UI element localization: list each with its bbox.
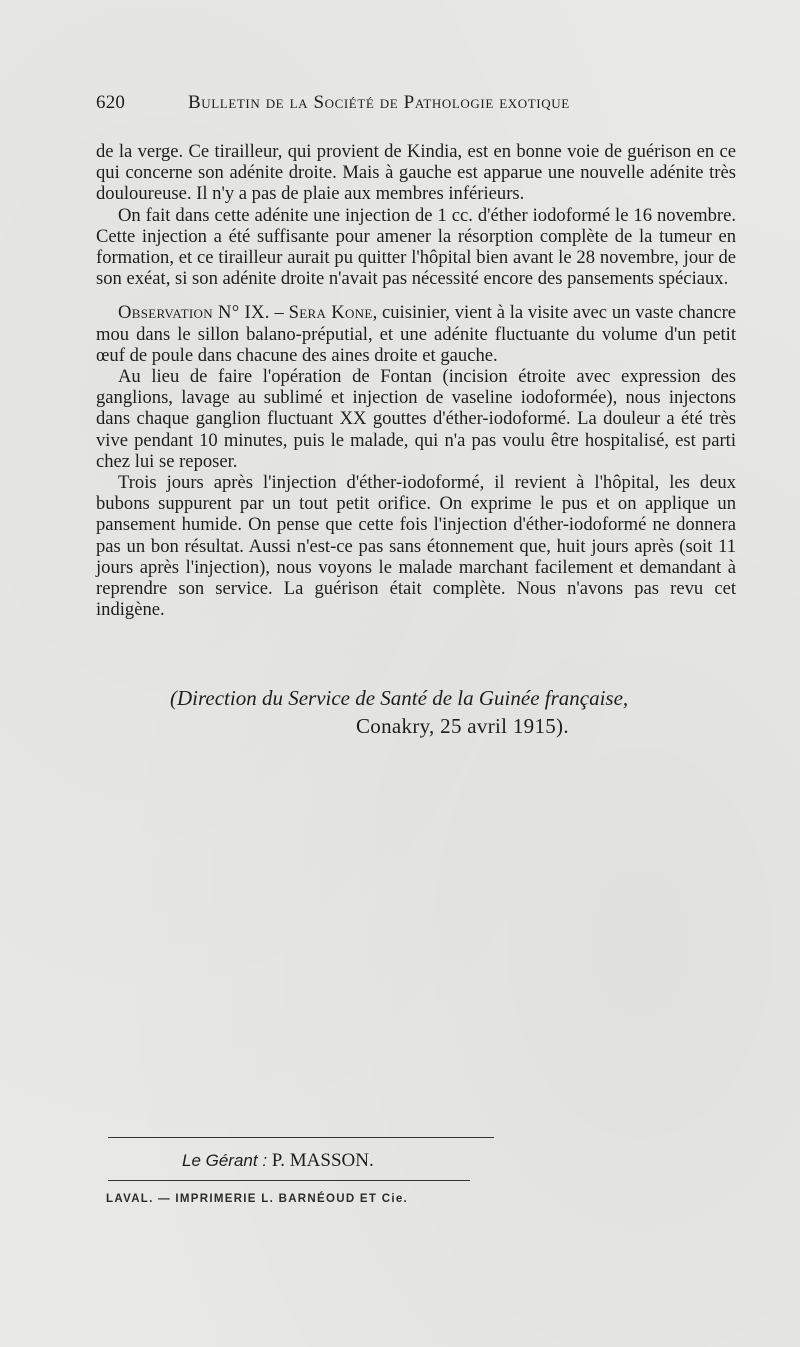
signoff bbox=[170, 684, 730, 740]
divider-rule bbox=[108, 1180, 470, 1181]
observation-text: , cuisinier, vient à la visite avec un vaste chancre mou dans le sillon balano-préputial, et une adénite fluctuante du volume d'un petit œuf de poule dans chacune des aines droite et gauche. bbox=[96, 302, 737, 366]
signoff-place-date: Conakry, 25 avril 1915). bbox=[356, 714, 569, 738]
paragraph: Au lieu de faire l'opération de Fontan (incision étroite avec expression des ganglions, lavage au sublimé et injection de vaseline iodoformée), nous injectons dans chaque ganglion fluctuant XX gouttes d'éther-iodoformé. La douleur a été très vive pendant 10 minutes, puis le malade, qui n'a pas voulu être hospitalisé, est parti chez lui se reposer. bbox=[96, 366, 736, 472]
page-header bbox=[96, 92, 648, 118]
article-body bbox=[96, 141, 736, 620]
paragraph: On fait dans cette adénite une injection de 1 cc. d'éther iodoformé le 16 novembre. Cette injection a été suffisante pour amener la résorption complète de la tumeur en formation, et ce tirailleur aurait pu quitter l'hôpital bien avant le 28 novembre, jour de son exéat, si son adénite droite n'avait pas nécessité encore des pansements spéciaux. bbox=[96, 204, 736, 290]
observation-label: Observation N° IX. bbox=[118, 302, 270, 324]
running-title: Bulletin de la Société de Pathologie exotique bbox=[188, 92, 570, 113]
paragraph: Trois jours après l'injection d'éther-iodoformé, il revient à l'hôpital, les deux bubons suppurent par un tout petit orifice. On exprime le pus et on applique un pansement humide. On pense que cette fois l'injection d'éther-iodoformé ne donnera pas un bon résultat. Aussi n'est-ce pas sans étonnement que, huit jours après (soit 11 jours après l'injection), nous voyons le malade marchant facilement et demandant à reprendre son service. La guérison était complète. Nous n'avons pas revu cet indigène. bbox=[96, 472, 736, 621]
observation-dash: – bbox=[269, 302, 289, 324]
signoff-institution: (Direction du Service de Santé de la Guinée française, bbox=[170, 686, 629, 710]
page-number: 620 bbox=[96, 92, 126, 113]
patient-name: Sera Kone bbox=[288, 302, 373, 324]
divider-rule bbox=[108, 1137, 494, 1138]
gerant-label: Le Gérant : bbox=[182, 1151, 268, 1170]
observation-paragraph bbox=[96, 302, 736, 366]
gerant-line bbox=[182, 1150, 374, 1172]
paragraph: de la verge. Ce tirailleur, qui provient de Kindia, est en bonne voie de guérison en ce qui concerne son adénite droite. Mais à gauche est apparue une nouvelle adénite très douloureuse. Il n'y a pas de plaie aux membres inférieurs. bbox=[96, 141, 736, 205]
gerant-name: P. MASSON. bbox=[271, 1150, 374, 1171]
printer-imprint: LAVAL. — IMPRIMERIE L. BARNÉOUD ET Cie. bbox=[106, 1193, 409, 1205]
